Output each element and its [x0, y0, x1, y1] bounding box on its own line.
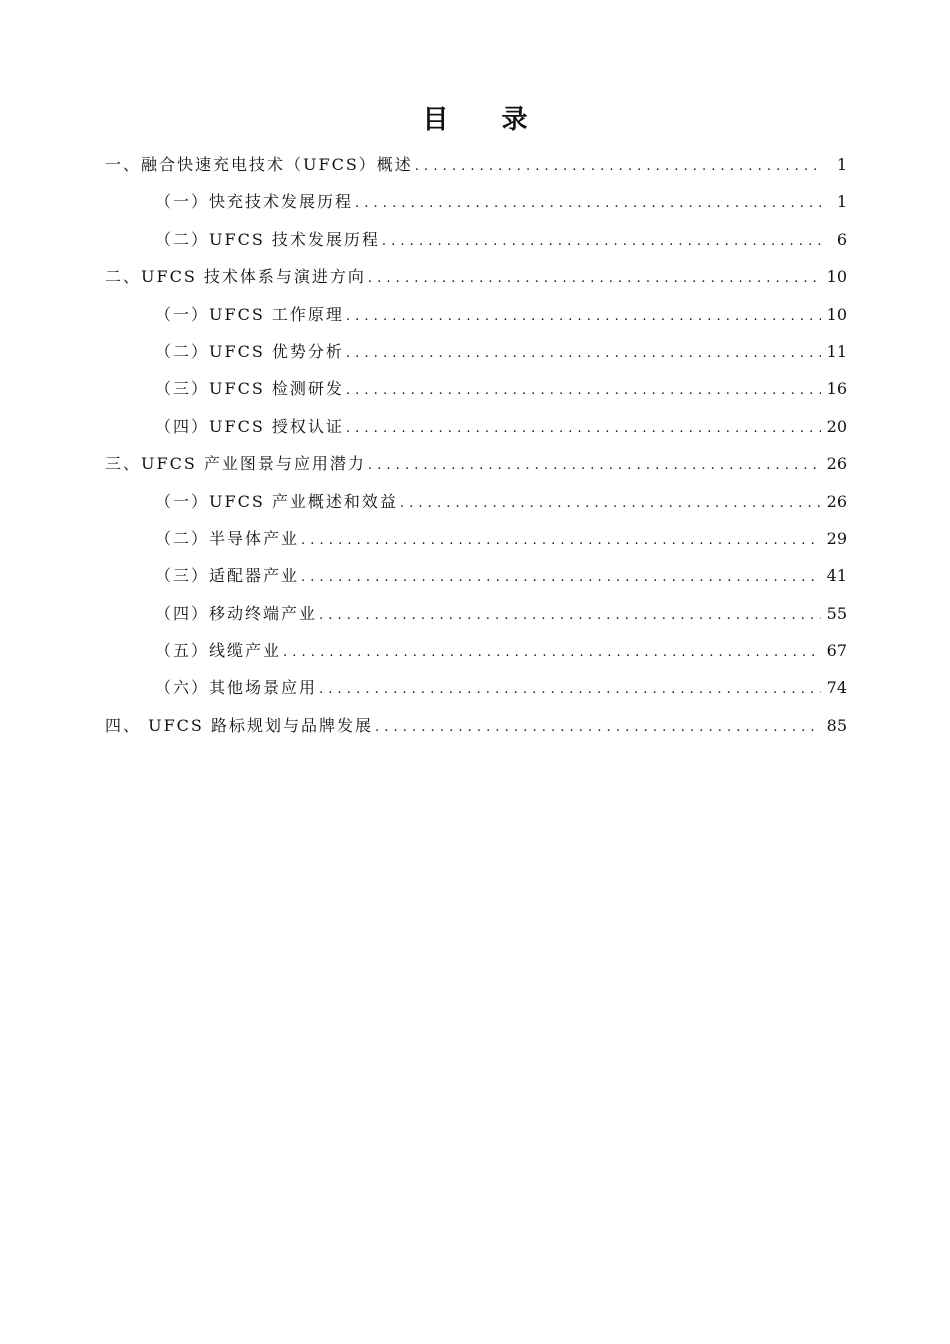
toc-entry-title: 二、UFCS 技术体系与演进方向: [105, 267, 366, 287]
toc-entry[interactable]: [105, 183, 847, 220]
toc-entry[interactable]: [105, 221, 847, 258]
table-of-contents: [105, 146, 847, 744]
toc-entry-title: （四）UFCS 授权认证: [155, 416, 344, 436]
toc-entry[interactable]: [105, 520, 847, 557]
dot-leader: [346, 333, 821, 372]
toc-entry-title: （一）UFCS 工作原理: [155, 304, 344, 324]
dot-leader: [368, 445, 821, 484]
toc-page-number: 26: [826, 491, 847, 511]
toc-entry-title: （二）UFCS 优势分析: [155, 341, 344, 361]
toc-entry-title: 四、 UFCS 路标规划与品牌发展: [105, 715, 373, 735]
toc-entry[interactable]: [105, 595, 847, 632]
toc-entry[interactable]: [105, 483, 847, 520]
toc-entry[interactable]: [105, 445, 847, 482]
toc-entry-title: （四）移动终端产业: [155, 603, 318, 623]
dot-leader: [319, 595, 821, 634]
toc-page-number: 16: [826, 379, 847, 399]
dot-leader: [400, 483, 821, 522]
toc-entry[interactable]: [105, 707, 847, 744]
toc-entry-title: （六）其他场景应用: [155, 678, 318, 698]
toc-page-number: 20: [826, 416, 847, 436]
toc-entry[interactable]: [105, 669, 847, 706]
dot-leader: [415, 146, 821, 185]
dot-leader: [382, 221, 821, 260]
toc-page-number: 85: [826, 715, 847, 735]
toc-entry[interactable]: [105, 146, 847, 183]
dot-leader: [355, 183, 821, 222]
toc-page-number: 10: [826, 267, 847, 287]
dot-leader: [301, 557, 821, 596]
dot-leader: [375, 707, 821, 746]
toc-page-number: 11: [826, 341, 847, 361]
toc-page-number: 67: [826, 641, 847, 661]
dot-leader: [283, 632, 821, 671]
toc-page-number: 26: [826, 454, 847, 474]
toc-entry[interactable]: [105, 408, 847, 445]
toc-entry[interactable]: [105, 296, 847, 333]
toc-entry-title: （二）UFCS 技术发展历程: [155, 229, 380, 249]
toc-page-number: 10: [826, 304, 847, 324]
toc-page-number: 74: [826, 678, 847, 698]
toc-page-number: 55: [826, 603, 847, 623]
toc-entry-title: （三）UFCS 检测研发: [155, 379, 344, 399]
toc-entry[interactable]: [105, 258, 847, 295]
dot-leader: [301, 520, 821, 559]
toc-page-number: 1: [836, 155, 847, 174]
toc-entry-title: （一）快充技术发展历程: [155, 192, 354, 212]
toc-page-number: 29: [826, 528, 847, 548]
dot-leader: [346, 408, 821, 447]
toc-entry-title: （五）线缆产业: [155, 641, 282, 661]
toc-entry[interactable]: [105, 370, 847, 407]
toc-entry-title: （三）适配器产业: [155, 566, 300, 586]
toc-page-number: 41: [826, 566, 847, 586]
toc-entry[interactable]: [105, 557, 847, 594]
dot-leader: [346, 296, 821, 335]
dot-leader: [319, 669, 821, 708]
toc-entry-title: （一）UFCS 产业概述和效益: [155, 491, 398, 511]
toc-page-number: 6: [836, 229, 847, 249]
toc-entry-title: 一、融合快速充电技术（UFCS）概述: [105, 155, 413, 174]
toc-entry-title: （二）半导体产业: [155, 528, 300, 548]
toc-page-number: 1: [836, 192, 847, 212]
toc-entry[interactable]: [105, 632, 847, 669]
toc-entry[interactable]: [105, 333, 847, 370]
toc-entry-title: 三、UFCS 产业图景与应用潜力: [105, 454, 366, 474]
dot-leader: [346, 370, 821, 409]
page-title: 目 录: [422, 105, 550, 135]
dot-leader: [368, 258, 821, 297]
